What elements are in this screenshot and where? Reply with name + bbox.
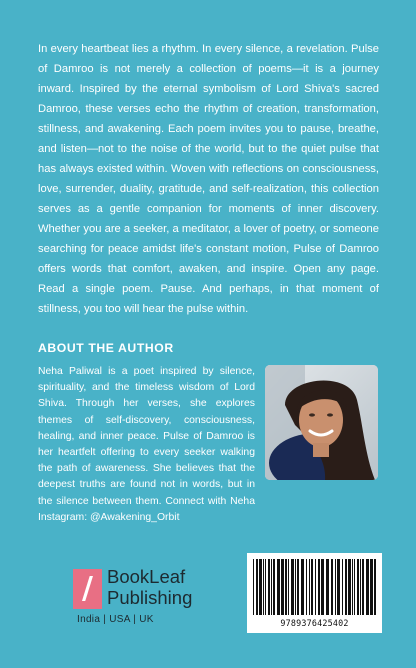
barcode-bar [348,559,351,615]
barcode-bar [374,559,376,615]
barcode-bars [247,553,382,617]
barcode-bar [362,559,364,615]
barcode-bar [321,559,324,615]
barcode-bar [281,559,284,615]
barcode-bar [271,559,272,615]
publisher-regions: India | USA | UK [77,614,154,625]
bookleaf-logo-icon [73,569,102,609]
barcode-bar [263,559,264,615]
barcode-bar [357,559,359,615]
barcode-bar [342,559,343,615]
barcode-bar [265,559,266,615]
barcode-bar [354,559,355,615]
author-bio: Neha Paliwal is a poet inspired by silence, spirituality, and the timeless wisdom of Lord Shiva. Through her verses, she explores themes of self-discovery, consciousness, healing, and inner peace. Pulse of Damroo is her heartfelt offering to every seeker walking the path of awareness. She believes that the deepest truths are found not in words, but in the silence between them. Connect with Neha Instagram: @Awakening_Orbit [38,366,255,523]
barcode-bar [315,559,316,615]
isbn-barcode [247,553,382,633]
barcode-bar [318,559,320,615]
barcode-bar [311,559,313,615]
barcode-bar [331,559,333,615]
publisher-name-line1: BookLeaf [107,566,186,587]
logo-slash-glyph: / [82,571,93,606]
barcode-bar [285,559,287,615]
barcode-bar [259,559,262,615]
barcode-bar [335,559,336,615]
barcode-bar [360,559,361,615]
book-blurb: In every heartbeat lies a rhythm. In every silence, a revelation. Pulse of Damroo is not merely a collection of poems—it is a journey inward. Inspired by the eternal symbolism of Lord Shiva's sacred Damroo, these verses echo the rhythm of creation, transformation, stillness, and awakening. Each poem invites you to pause, breathe, and listen—not to the noise of the world, but to the quiet pulse that has always existed within. Woven with reflections on consciousness, love, surrender, duality, gratitude, and self-realization, this collection serves as a gentle companion for moments of inner discovery. Whether you are a seeker, a meditator, a lover of poetry, or someone searching for peace amidst life's constant motion, Pulse of Damroo offers words that comfort, awaken, and inspire. Open any page. Read a single poem. Pause. And perhaps, in that moment of stillness, you too will hear the pulse within. [38,43,379,315]
about-author-heading: ABOUT THE AUTHOR [38,341,174,355]
publisher-name-line2: Publishing [107,587,193,608]
barcode-bar [366,559,369,615]
barcode-bar [288,559,289,615]
barcode-bar [295,559,296,615]
barcode-bar [268,559,270,615]
barcode-bar [297,559,299,615]
barcode-bar [309,559,310,615]
publisher-logo [73,566,213,646]
barcode-bar [352,559,353,615]
barcode-bar [291,559,294,615]
isbn-number: 9789376425402 [280,618,349,628]
barcode-bar [301,559,304,615]
barcode-bar [256,559,258,615]
barcode-bar [277,559,280,615]
barcode-bar [370,559,373,615]
barcode-bar [273,559,275,615]
author-portrait-image [265,365,378,480]
barcode-bar [306,559,307,615]
author-photo [265,365,378,480]
barcode-bar [337,559,340,615]
barcode-bar [326,559,329,615]
barcode-bar [345,559,347,615]
barcode-bar [253,559,254,615]
